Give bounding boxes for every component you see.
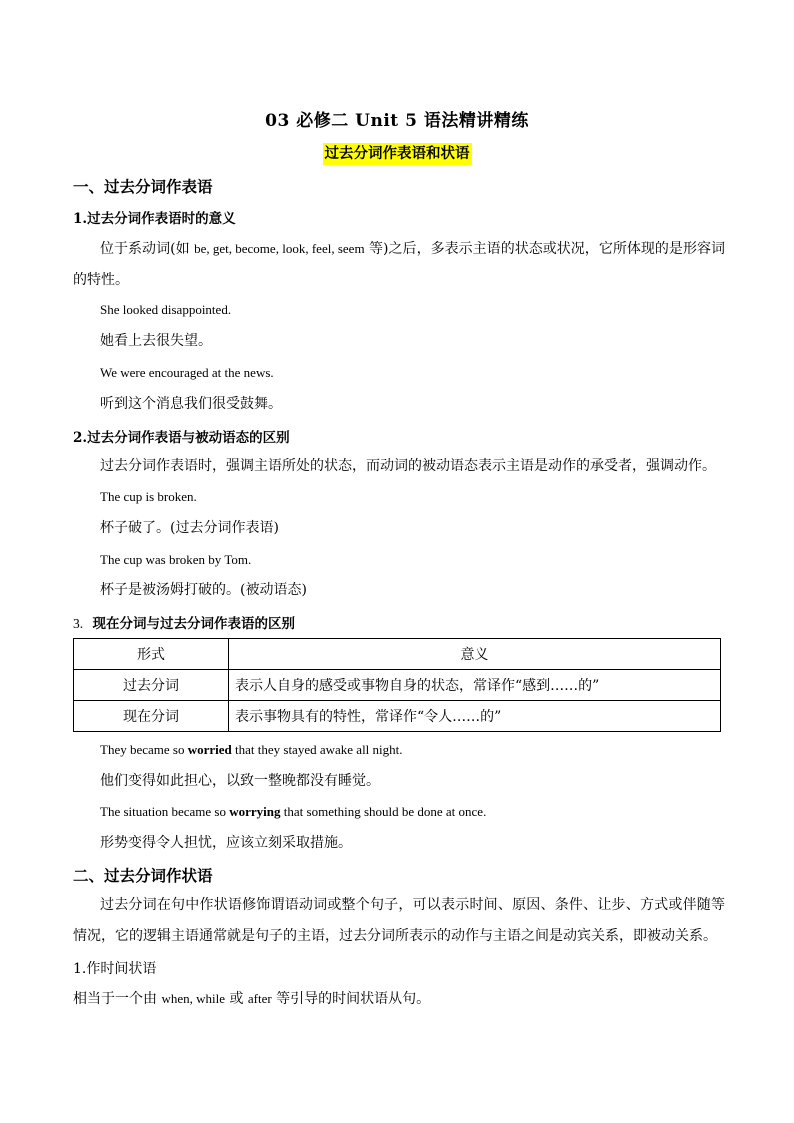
table-cell: 现在分词 (74, 701, 229, 732)
example-en (100, 740, 403, 760)
paragraph-verbs: be, get, become, look, feel, seem (194, 241, 365, 256)
section-heading-2: 二、过去分词作状语 (73, 866, 213, 885)
example-en: The cup was broken by Tom. (100, 552, 252, 567)
table-cell: 表示事物具有的特性，常译作“令人……的” (229, 701, 721, 732)
table-header-cell: 形式 (74, 639, 229, 670)
highlighted-subtitle: 过去分词作表语和状语 (323, 143, 472, 165)
table-cell: 过去分词 (74, 670, 229, 701)
subsection-heading-1-3 (73, 612, 295, 632)
paragraph-meaning (73, 233, 725, 296)
example-en: The cup is broken. (100, 489, 197, 504)
example-text: that they stayed awake all night. (231, 742, 403, 757)
table-row (74, 670, 721, 701)
example-zh: 杯子破了。(过去分词作表语) (100, 520, 279, 536)
subtitle-container (0, 143, 794, 165)
paragraph-text: 位于系动词(如 (100, 241, 195, 257)
paragraph-time-adverbial (73, 989, 723, 1009)
page-title: 03 必修二 Unit 5 语法精讲精练 (265, 111, 529, 131)
example-zh: 他们变得如此担心，以致一整晚都没有睡觉。 (100, 773, 380, 789)
section-heading-1: 一、过去分词作表语 (73, 177, 213, 196)
example-zh: 听到这个消息我们很受鼓舞。 (100, 396, 282, 412)
example-text: that something should be done at once. (280, 804, 487, 819)
paragraph-conj: when, while (161, 991, 225, 1006)
paragraph-text: 相当于一个由 (73, 991, 162, 1007)
heading-text: 现在分词与过去分词作表语的区别 (92, 616, 296, 632)
example-zh: 杯子是被汤姆打破的。(被动语态) (100, 582, 307, 598)
example-keyword: worrying (229, 804, 281, 819)
table-header-cell: 意义 (229, 639, 721, 670)
table-header-row (74, 639, 721, 670)
subsection-heading-1-2: 2.过去分词作表语与被动语态的区别 (73, 430, 290, 446)
subsection-heading-1-1: 1.过去分词作表语时的意义 (73, 211, 236, 227)
paragraph-text: 等引导的时间状语从句。 (271, 991, 431, 1007)
example-en: She looked disappointed. (100, 302, 232, 317)
paragraph-text: 等)之后，多表示主语的状态或状况，它所体现的是形容词的特性。 (73, 241, 725, 288)
paragraph-conj: after (247, 991, 272, 1006)
subsection-heading-2-1: 1.作时间状语 (73, 961, 157, 977)
example-text: The situation became so (100, 804, 230, 819)
paragraph-adverbial: 过去分词在句中作状语修饰谓语动词或整个句子，可以表示时间、原因、条件、让步、方式或伴随等情况，它的逻辑主语通常就是句子的主语，过去分词所表示的动作与主语之间是动宾关系，即被动关系。 (73, 897, 725, 944)
example-en: We were encouraged at the news. (100, 365, 274, 380)
example-zh: 形势变得令人担忧，应该立刻采取措施。 (100, 835, 352, 851)
comparison-table (73, 638, 721, 732)
example-en (100, 802, 486, 822)
table-row (74, 701, 721, 732)
paragraph-text: 或 (225, 991, 248, 1007)
example-zh: 她看上去很失望。 (100, 333, 212, 349)
heading-number: 3. (73, 616, 84, 631)
table-cell: 表示人自身的感受或事物自身的状态，常译作“感到……的” (229, 670, 721, 701)
example-text: They became so (100, 742, 188, 757)
example-keyword: worried (187, 742, 232, 757)
paragraph-difference: 过去分词作表语时，强调主语所处的状态，而动词的被动语态表示主语是动作的承受者，强调动作。 (100, 458, 716, 474)
